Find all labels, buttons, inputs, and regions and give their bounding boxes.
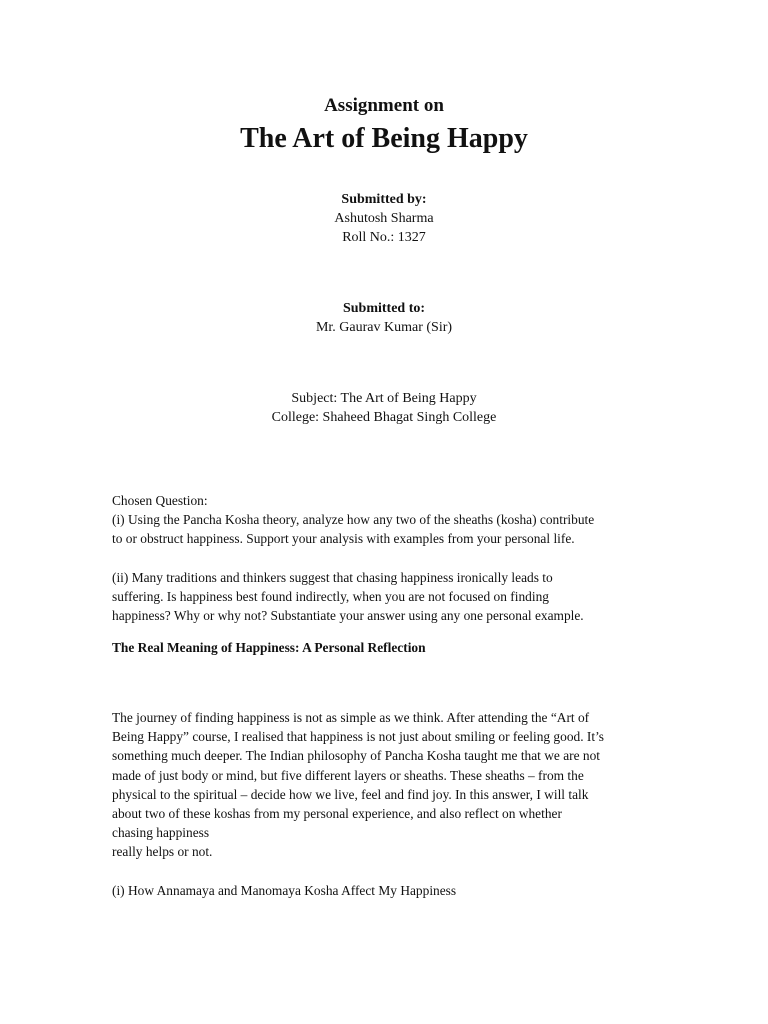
submitted-by-label: Submitted by:: [341, 192, 427, 207]
assignment-label: Assignment on: [324, 95, 444, 116]
chosen-question-section: [112, 491, 657, 549]
question-one-line: to or obstruct happiness. Support your analysis with examples from your personal life.: [112, 531, 575, 547]
question-one-line: (i) Using the Pancha Kosha theory, analyze how any two of the sheaths (kosha) contribute: [112, 512, 595, 528]
question-two-section: [112, 568, 657, 626]
essay-line: chasing happiness: [112, 825, 210, 841]
question-two-line: happiness? Why or why not? Substantiate your answer using any one personal example.: [112, 608, 584, 624]
section-one-subheading: (i) How Annamaya and Manomaya Kosha Affect My Happiness: [112, 883, 457, 898]
subject-line: Subject: The Art of Being Happy: [291, 391, 477, 406]
essay-line: physical to the spiritual – decide how we live, feel and find joy. In this answer, I will talk: [112, 786, 589, 802]
essay-line: really helps or not.: [112, 844, 213, 860]
essay-line: about two of these koshas from my personal experience, and also reflect on whether: [112, 806, 562, 822]
question-two-line: suffering. Is happiness best found indirectly, when you are not focused on finding: [112, 589, 549, 605]
essay-line: Being Happy” course, I realised that happiness is not just about smiling or feeling good. It’s: [112, 729, 605, 745]
submitted-to-label: Submitted to:: [342, 301, 426, 316]
essay-line: something much deeper. The Indian philosophy of Pancha Kosha taught me that we are not: [112, 748, 601, 764]
essay-line: made of just body or mind, but five different layers or sheaths. These sheaths – from the: [112, 767, 584, 783]
student-name: Ashutosh Sharma: [334, 211, 434, 226]
roll-number: Roll No.: 1327: [342, 230, 426, 245]
college-line: College: Shaheed Bhagat Singh College: [271, 410, 497, 425]
question-two-line: (ii) Many traditions and thinkers suggest that chasing happiness ironically leads to: [112, 570, 553, 585]
essay-heading: The Real Meaning of Happiness: A Personal Reflection: [112, 640, 426, 655]
essay-line: The journey of finding happiness is not as simple as we think. After attending the “Art of: [112, 710, 590, 725]
teacher-name: Mr. Gaurav Kumar (Sir): [315, 320, 453, 335]
document-title: The Art of Being Happy: [240, 123, 528, 154]
essay-intro-paragraph: [112, 708, 657, 862]
chosen-question-label: Chosen Question:: [112, 493, 208, 508]
